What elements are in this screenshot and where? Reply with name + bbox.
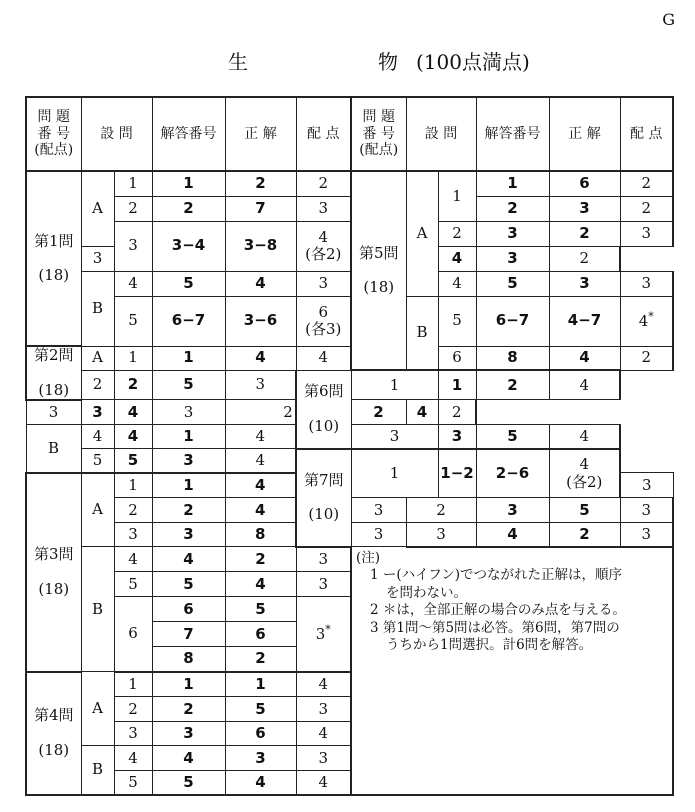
q5-sub-6: 6 [438, 346, 476, 370]
q2-sub-3: 3 [26, 400, 81, 425]
q2-answer-num-4: 4 [114, 425, 152, 449]
q1-answer-num-3: 3−4 [152, 221, 225, 271]
notes-head: (注) [356, 549, 381, 566]
q3-points-1: 3 [620, 473, 673, 498]
q5-points-3: 3 [620, 221, 673, 246]
q3-correct-2: 4 [225, 498, 296, 523]
q1-correct-3: 3−8 [225, 221, 296, 271]
q5-answer-num-4: 4 [438, 246, 476, 271]
q1-points-2: 3 [296, 196, 351, 221]
q2-sub-4: 4 [81, 425, 114, 449]
q1-sub-4: 4 [114, 271, 152, 296]
q2-sub-5: 5 [81, 449, 114, 473]
q5-points-4: 2 [549, 246, 620, 271]
q6-points-3: 4 [549, 425, 620, 449]
header-points: 配 点 [296, 97, 351, 171]
q1-correct-2: 7 [225, 196, 296, 221]
q3-correct-8: 2 [225, 647, 296, 672]
q3-sub-2: 2 [114, 498, 152, 523]
q4-label: 第4問 (18) [26, 672, 81, 795]
q3-points-6: 3* [296, 597, 351, 672]
header-answer-num: 解答番号 [152, 97, 225, 171]
q5-answer-num-1: 1 [476, 171, 549, 196]
q3-answer-num-8: 8 [152, 647, 225, 672]
q4-sub-5: 5 [114, 771, 152, 795]
q4-answer-num-2: 2 [152, 697, 225, 722]
q1-answer-num-5: 6−7 [152, 296, 225, 346]
star-mark: * [325, 623, 331, 637]
header-row [26, 97, 673, 171]
title-score: (100点満点) [416, 50, 530, 74]
q1-correct-4: 4 [225, 271, 296, 296]
q3-sub-5: 5 [114, 572, 152, 597]
header-question-num: 問 題 番 号 (配点) [26, 97, 81, 171]
q3-correct-7: 6 [225, 622, 296, 647]
q5-answer-num-5: 5 [476, 271, 549, 296]
note-2: 2 ＊は，全部正解の場合のみ点を与える。 [370, 602, 626, 619]
q1-answer-num-4: 5 [152, 271, 225, 296]
q4-points-4: 3 [296, 746, 351, 771]
q1-points-3: 4 (各2) [296, 221, 351, 271]
title-subject-b: 物 [378, 50, 398, 74]
q1-correct-5: 3−6 [225, 296, 296, 346]
q2-points-5: 4 [225, 449, 296, 473]
q1-label: 第1問 (18) [26, 171, 81, 346]
q3-correct-6: 5 [225, 597, 296, 622]
q6-answer-num-1: 1 [438, 370, 476, 400]
q5-correct-1: 6 [549, 171, 620, 196]
q2-correct-5: 3 [152, 449, 225, 473]
q2-correct-3: 4 [114, 400, 152, 425]
q5-correct-6: 4−7 [549, 296, 620, 346]
q3-sub-3: 3 [114, 523, 152, 547]
q5-answer-num-6: 6−7 [476, 296, 549, 346]
q3-points-3: 3 [351, 523, 406, 547]
table-row [26, 547, 673, 572]
q7-correct-3: 2 [549, 523, 620, 547]
q2-answer-num-1: 1 [152, 346, 225, 370]
q5-points-6: 4* [620, 296, 673, 346]
q5-group-a: A [406, 171, 438, 296]
q7-correct-1: 2−6 [476, 449, 549, 498]
q3-points-5: 3 [296, 572, 351, 597]
q2-answer-num-3: 3 [81, 400, 114, 425]
q6-sub-1: 1 [351, 370, 438, 400]
table-row [26, 221, 673, 246]
header-question-num-2: 問 題 番 号 (配点) [351, 97, 406, 171]
q1-sub-5: 5 [114, 296, 152, 346]
q2-sub-1: 1 [114, 346, 152, 370]
q1-points-4: 3 [296, 271, 351, 296]
q5-correct-4: 3 [476, 246, 549, 271]
q3-sub-1: 1 [114, 473, 152, 498]
q5-sub-3: 3 [81, 246, 114, 271]
q3-answer-num-6: 6 [152, 597, 225, 622]
q3-answer-num-3: 3 [152, 523, 225, 547]
title-subject-a: 生 [228, 50, 248, 74]
note-1a: 1 ー(ハイフン)でつながれた正解は，順序 [370, 567, 622, 584]
q1-points-5: 6 (各3) [296, 296, 351, 346]
notes-panel [351, 547, 673, 795]
q2-group-a: A [81, 346, 114, 370]
q2-group-b: B [26, 425, 81, 473]
note-1b: を問わない。 [386, 584, 467, 601]
q7-points-2: 3 [620, 498, 673, 523]
page-corner-label: G [662, 10, 675, 29]
q3-group-a: A [81, 473, 114, 547]
q5-sub-1: 1 [438, 171, 476, 221]
q6-correct-1: 2 [476, 370, 549, 400]
q6-correct-2: 4 [406, 400, 438, 425]
q5-points-2: 2 [620, 196, 673, 221]
q4-group-a: A [81, 672, 114, 746]
q7-sub-3: 3 [406, 523, 476, 547]
q7-label: 第7問 (10) [296, 449, 351, 547]
note-3a: 3 第1問〜第5問は必答。第6問，第7問の [370, 619, 620, 636]
answer-table [25, 96, 674, 796]
star-mark: * [648, 310, 654, 324]
q4-sub-1: 1 [114, 672, 152, 697]
q3-label: 第3問 (18) [26, 473, 81, 672]
q4-correct-5: 4 [225, 771, 296, 795]
q6-answer-num-2: 2 [351, 400, 406, 425]
q5-correct-5: 3 [549, 271, 620, 296]
q1-answer-num-2: 2 [152, 196, 225, 221]
q1-group-a: A [81, 171, 114, 246]
q2-correct-4: 1 [152, 425, 225, 449]
table-row [26, 400, 673, 425]
q5-points-5: 3 [620, 271, 673, 296]
q3-points-4: 3 [296, 547, 351, 572]
q2-answer-num-2: 2 [114, 370, 152, 400]
q7-points-1: 4 (各2) [549, 449, 620, 498]
q4-correct-2: 5 [225, 697, 296, 722]
q7-answer-num-1: 1−2 [438, 449, 476, 498]
q6-correct-3: 5 [476, 425, 549, 449]
q7-sub-1: 1 [351, 449, 438, 498]
q3-sub-4: 4 [114, 547, 152, 572]
q4-correct-3: 6 [225, 722, 296, 746]
q3-answer-num-4: 4 [152, 547, 225, 572]
q1-points-1: 2 [296, 171, 351, 196]
q2-answer-num-5: 5 [114, 449, 152, 473]
q2-points-4: 4 [225, 425, 296, 449]
q4-correct-4: 3 [225, 746, 296, 771]
q1-sub-2: 2 [114, 196, 152, 221]
q3-correct-4: 2 [225, 547, 296, 572]
q5-points-1: 2 [620, 171, 673, 196]
table-row [26, 196, 673, 221]
q3-answer-num-5: 5 [152, 572, 225, 597]
q7-sub-2: 2 [406, 498, 476, 523]
q5-answer-num-2: 2 [476, 196, 549, 221]
q4-answer-num-4: 4 [152, 746, 225, 771]
q4-answer-num-5: 5 [152, 771, 225, 795]
q7-correct-2: 5 [549, 498, 620, 523]
q2-sub-2: 2 [81, 370, 114, 400]
q7-answer-num-2: 3 [476, 498, 549, 523]
q1-group-b: B [81, 271, 114, 346]
q3-answer-num-2: 2 [152, 498, 225, 523]
q3-group-b: B [81, 547, 114, 672]
q6-answer-num-3: 3 [438, 425, 476, 449]
q4-group-b: B [81, 746, 114, 795]
q4-points-2: 3 [296, 697, 351, 722]
q6-points-1: 4 [549, 370, 620, 400]
q2-correct-1: 4 [225, 346, 296, 370]
header-correct-2: 正 解 [549, 97, 620, 171]
q3-correct-3: 8 [225, 523, 296, 547]
table-row [26, 449, 673, 473]
q4-points-3: 4 [296, 722, 351, 746]
q5-answer-num-7: 8 [476, 346, 549, 370]
q2-label: 第2問 (18) [26, 346, 81, 400]
header-correct: 正 解 [225, 97, 296, 171]
q4-points-1: 4 [296, 672, 351, 697]
q6-sub-2: 2 [225, 400, 351, 425]
q5-correct-3: 2 [549, 221, 620, 246]
table-row [26, 271, 673, 296]
q7-answer-num-3: 4 [476, 523, 549, 547]
q3-correct-1: 4 [225, 473, 296, 498]
q2-points-2: 3 [225, 370, 296, 400]
q4-sub-3: 3 [114, 722, 152, 746]
q4-sub-2: 2 [114, 697, 152, 722]
header-answer-num-2: 解答番号 [476, 97, 549, 171]
q5-sub-4: 4 [438, 271, 476, 296]
header-points-2: 配 点 [620, 97, 673, 171]
header-sub-2: 設 問 [406, 97, 476, 171]
q4-correct-1: 1 [225, 672, 296, 697]
q5-sub-2: 2 [438, 221, 476, 246]
q5-answer-num-3: 3 [476, 221, 549, 246]
table-row [26, 346, 673, 370]
q3-correct-5: 4 [225, 572, 296, 597]
q1-sub-1: 1 [114, 171, 152, 196]
q6-label: 第6問 (10) [296, 370, 351, 449]
q6-sub-3: 3 [351, 425, 438, 449]
q5-group-b: B [406, 296, 438, 370]
q1-correct-1: 2 [225, 171, 296, 196]
q5-correct-2: 3 [549, 196, 620, 221]
q4-answer-num-3: 3 [152, 722, 225, 746]
q5-sub-5: 5 [438, 296, 476, 346]
q3-answer-num-1: 1 [152, 473, 225, 498]
q4-points-5: 4 [296, 771, 351, 795]
q6-points-2: 2 [438, 400, 476, 425]
table-row [26, 370, 673, 400]
q3-points-2: 3 [351, 498, 406, 523]
q2-points-3: 3 [152, 400, 225, 425]
q1-answer-num-1: 1 [152, 171, 225, 196]
q2-points-1: 4 [296, 346, 351, 370]
q2-correct-2: 5 [152, 370, 225, 400]
q4-answer-num-1: 1 [152, 672, 225, 697]
q5-correct-7: 4 [549, 346, 620, 370]
table-row [26, 171, 673, 196]
q4-sub-4: 4 [114, 746, 152, 771]
q3-sub-6: 6 [114, 597, 152, 672]
table-row [26, 296, 673, 321]
q3-answer-num-7: 7 [152, 622, 225, 647]
q5-points-7: 2 [620, 346, 673, 370]
q7-points-3: 3 [620, 523, 673, 547]
header-sub: 設 問 [81, 97, 152, 171]
q1-sub-3: 3 [114, 221, 152, 271]
q5-label: 第5問 (18) [351, 171, 406, 370]
note-3b: うちから1問選択。計6問を解答。 [386, 637, 593, 654]
